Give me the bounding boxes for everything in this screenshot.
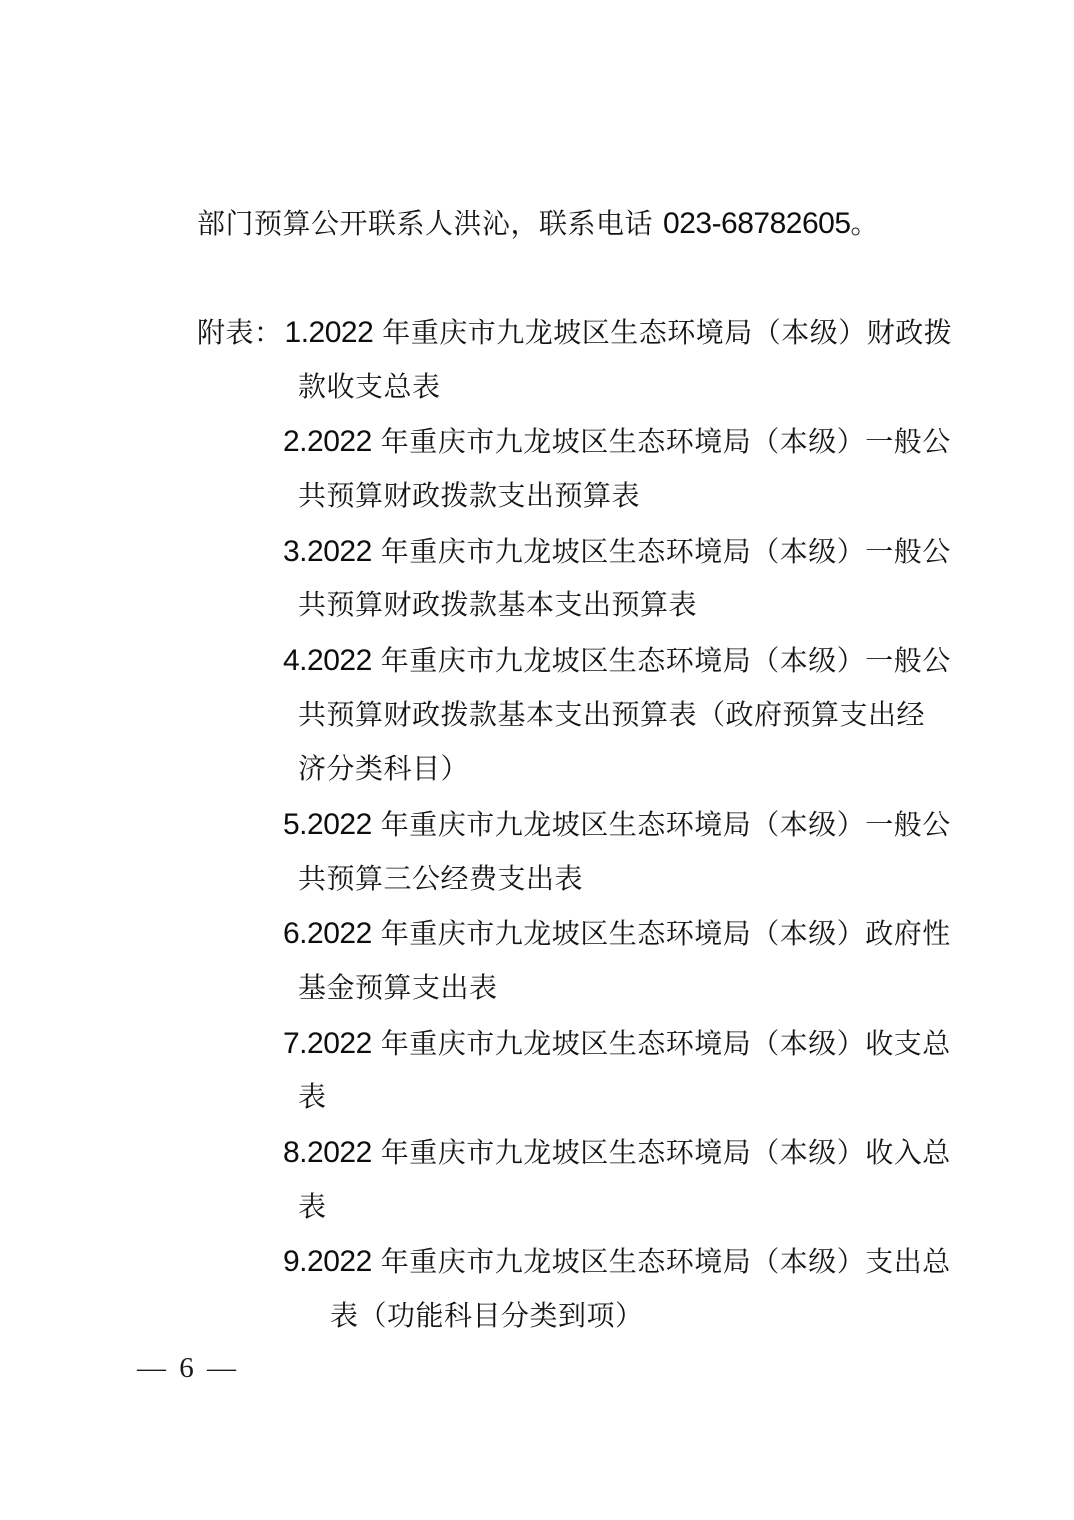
item-1-text: 年重庆市九龙坡区生态环境局（本级）财政拨 — [382, 318, 953, 349]
attachment-item-1-line-2: 款收支总表 — [298, 372, 441, 403]
item-4-text: 年重庆市九龙坡区生态环境局（本级）一般公 — [380, 646, 951, 677]
item-1-number: 1.2022 — [284, 316, 374, 349]
item-8-text: 年重庆市九龙坡区生态环境局（本级）收入总 — [380, 1138, 951, 1169]
item-3-text: 年重庆市九龙坡区生态环境局（本级）一般公 — [380, 537, 951, 568]
attachment-item-4-line-1 — [283, 644, 951, 679]
attachment-item-9-line-1 — [283, 1245, 951, 1280]
item-6-text: 年重庆市九龙坡区生态环境局（本级）政府性 — [380, 919, 951, 950]
attachment-item-6-line-1 — [283, 917, 951, 952]
item-5-text: 年重庆市九龙坡区生态环境局（本级）一般公 — [380, 810, 951, 841]
page-number: — 6 — — [137, 1352, 239, 1384]
attachment-item-3-line-2: 共预算财政拨款基本支出预算表 — [298, 590, 698, 621]
contact-text-before: 部门预算公开联系人洪沁，联系电话 — [197, 209, 654, 240]
item-9-number: 9.2022 — [283, 1245, 372, 1278]
attachment-item-2-line-1 — [283, 425, 951, 460]
attachment-item-5-line-2: 共预算三公经费支出表 — [298, 864, 584, 895]
attachments-label: 附表： — [197, 318, 283, 349]
phone-number: 023-68782605 — [663, 207, 851, 240]
item-4-number: 4.2022 — [283, 644, 372, 677]
attachment-item-1-line-1 — [197, 316, 952, 351]
attachment-item-8-line-2: 表 — [298, 1192, 327, 1223]
attachment-item-7-line-1 — [283, 1027, 951, 1062]
item-2-text: 年重庆市九龙坡区生态环境局（本级）一般公 — [380, 427, 951, 458]
attachment-item-9-line-2: 表（功能科目分类到项） — [330, 1301, 644, 1332]
attachment-item-2-line-2: 共预算财政拨款支出预算表 — [298, 481, 641, 512]
attachment-item-5-line-1 — [283, 808, 951, 843]
item-6-number: 6.2022 — [283, 917, 372, 950]
attachment-item-3-line-1 — [283, 535, 951, 570]
contact-text-after: 。 — [850, 209, 880, 240]
item-7-text: 年重庆市九龙坡区生态环境局（本级）收支总 — [380, 1029, 951, 1060]
item-9-text: 年重庆市九龙坡区生态环境局（本级）支出总 — [380, 1247, 951, 1278]
item-2-number: 2.2022 — [283, 425, 372, 458]
item-5-number: 5.2022 — [283, 808, 372, 841]
attachment-item-7-line-2: 表 — [298, 1082, 327, 1113]
attachment-item-4-line-2: 共预算财政拨款基本支出预算表（政府预算支出经 — [298, 700, 926, 731]
item-8-number: 8.2022 — [283, 1136, 372, 1169]
attachment-item-6-line-2: 基金预算支出表 — [298, 973, 498, 1004]
item-3-number: 3.2022 — [283, 535, 372, 568]
item-7-number: 7.2022 — [283, 1027, 372, 1060]
attachment-item-4-line-3: 济分类科目） — [298, 754, 470, 785]
contact-paragraph — [197, 207, 879, 242]
attachment-item-8-line-1 — [283, 1136, 951, 1171]
